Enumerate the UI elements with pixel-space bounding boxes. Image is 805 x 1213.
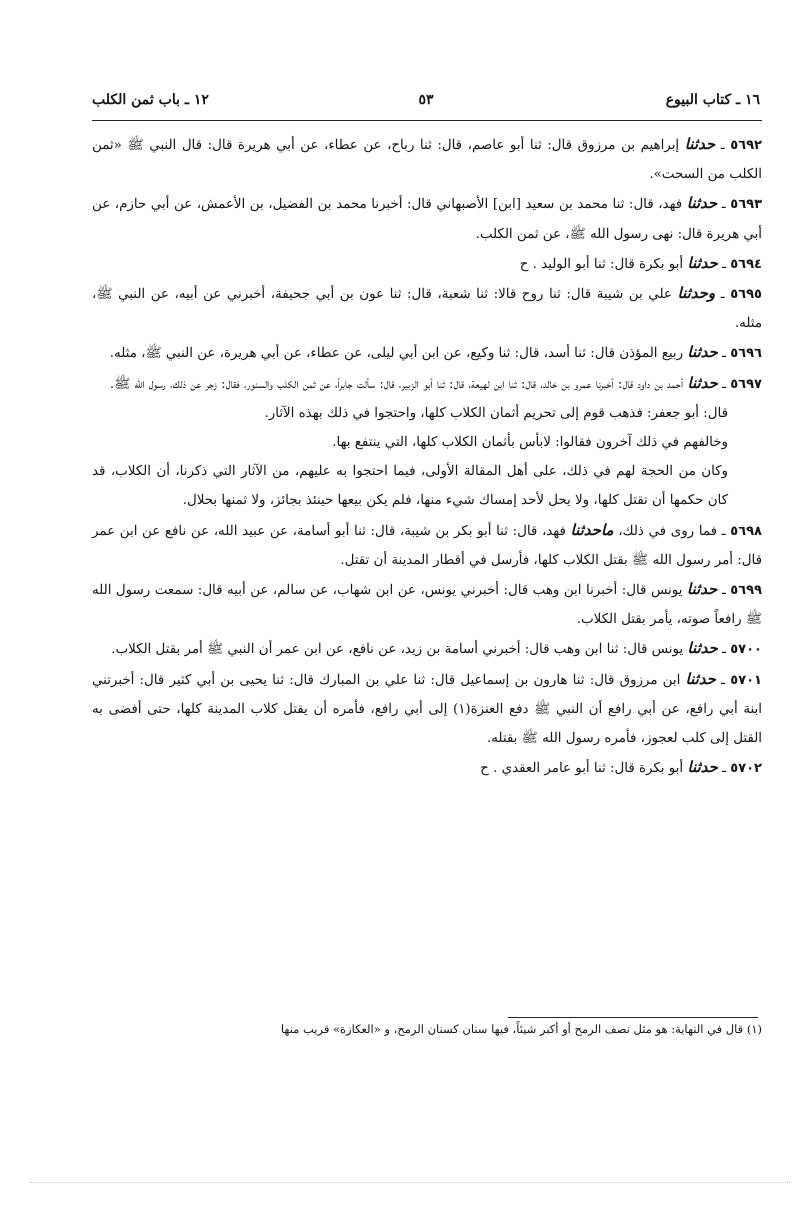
hadith-keyword: حدثنا bbox=[687, 253, 718, 272]
hadith-entry: ٥٦٩٥ ـ وحدثنا علي بن شيبة قال: ثنا روح قالا: ثنا شعبة، قال: ثنا عون بن أبي جحيفة، أخبرني عن أبيه، عن النبي ﷺ، مثله. bbox=[92, 284, 762, 332]
hadith-keyword: حدثنا bbox=[687, 343, 718, 362]
hadith-number: ٥٦٩٩ bbox=[730, 583, 762, 599]
hadith-entry: ٥٦٩٣ ـ حدثنا فهد، قال: ثنا محمد بن سعيد [ابن] الأصبهاني قال: أخبرنا محمد بن الفضيل، بن الأعمش، عن أبي حازم، عن أبي هريرة قال: نهى رسول الله ﷺ، عن ثمن الكلب. bbox=[92, 194, 763, 242]
hadith-keyword: حدثنا bbox=[685, 669, 716, 688]
hadith-keyword: وحدثنا bbox=[677, 284, 716, 303]
hadith-number: ٥٦٩٨ bbox=[730, 523, 762, 539]
hadith-entry: ٥٧٠٠ ـ حدثنا يونس قال: ثنا ابن وهب قال: أخبرني أسامة بن زيد، عن نافع، عن ابن عمر أن النبي ﷺ أمر بقتل الكلاب. bbox=[111, 639, 762, 658]
hadith-entry: ٥٧٠٢ ـ حدثنا أبو بكرة قال: ثنا أبو عامر العقدي . ح bbox=[480, 758, 762, 777]
hadith-text: علي بن شيبة قال: ثنا روح قالا: ثنا شعبة، قال: ثنا عون بن أبي جحيفة، أخبرني عن أبيه، عن النبي ﷺ، مثله. bbox=[92, 287, 762, 332]
discussion-paragraph: وخالفهم في ذلك آخرون فقالوا: لابأس بأثمان الكلاب كلها، التي ينتفع بها. bbox=[332, 435, 728, 451]
hadith-keyword: حدثنا bbox=[687, 639, 718, 658]
hadith-entry: ٥٦٩٤ ـ حدثنا أبو بكرة قال: ثنا أبو الوليد . ح bbox=[519, 253, 762, 272]
hadith-text: يونس قال: ثنا ابن وهب قال: أخبرني أسامة بن زيد، عن نافع، عن ابن عمر أن النبي ﷺ أمر بقتل الكلاب. bbox=[111, 642, 688, 658]
hadith-lead: فما روى في ذلك، bbox=[618, 523, 718, 539]
hadith-text: فهد، قال: ثنا محمد بن سعيد [ابن] الأصبهاني قال: أخبرنا محمد بن الفضيل، بن الأعمش، عن أبي حازم، عن أبي هريرة قال: نهى رسول الله ﷺ، عن ثمن الكلب. bbox=[92, 197, 762, 242]
hadith-entry: ٥٦٩٢ ـ حدثنا إبراهيم بن مرزوق قال: ثنا أبو عاصم، قال: ثنا رباح، عن عطاء، عن أبي هريرة قال: قال النبي ﷺ «ثمن الكلب من السحت». bbox=[92, 135, 762, 183]
hadith-keyword: حدثنا bbox=[687, 373, 718, 392]
hadith-number: ٥٧٠١ bbox=[730, 672, 762, 688]
hadith-number: ٥٦٩٣ bbox=[730, 197, 763, 213]
hadith-number: ٥٧٠٢ bbox=[730, 761, 762, 777]
hadith-text: ربيع المؤذن قال: ثنا أسد، قال: ثنا وكيع، عن ابن أبي ليلى، عن عطاء، عن أبي هريرة، عن النبي ﷺ، مثله. bbox=[109, 346, 688, 362]
hadith-number: ٥٦٩٦ bbox=[730, 346, 762, 362]
hadith-number: ٥٧٠٠ bbox=[730, 642, 762, 658]
hadith-number: ٥٦٩٥ bbox=[730, 287, 762, 303]
discussion-paragraph: وكان من الحجة لهم في ذلك، على أهل المقالة الأولى، فيما احتجوا به عليهم، من الآثار التي ذكرنا، أن الكلاب، قد كان حكمها أن تقتل كلها، ولا يحل لأحد إمساك شيء منها، فلم يكن بيعها حينئذ بجائز، ولا ثمنها بحلال. bbox=[92, 464, 728, 509]
chapter-title: ١٦ ـ كتاب البيوع bbox=[665, 92, 760, 108]
hadith-text: ابن مرزوق قال: ثنا هارون بن إسماعيل قال: ثنا علي بن المبارك قال: ثنا يحيى بن أبي كثير قال: أخبرتني ابنة أبي رافع، عن أبي رافع أن النبي ﷺ دفع العنزة(١) إلى أبي رافع، فأمره أن يقتل كلاب المدينة كلها، حتى أفضى به القتل إلى كلب لعجوز، فأمره رسول الله ﷺ بقتله. bbox=[92, 672, 762, 747]
hadith-entry: ٥٦٩٧ ـ حدثنا أحمد بن داود قال: أخبرنا عمرو بن خالد، قال: ثنا ابن لهيعة، قال: ثنا أبو الزبير، قال: سألت جابراً، عن ثمن الكلب والسنور، فقال: زجر عن ذلك، رسول الله ﷺ. bbox=[109, 373, 762, 392]
hadith-keyword: حدثنا bbox=[687, 758, 718, 777]
hadith-entry: ٥٦٩٦ ـ حدثنا ربيع المؤذن قال: ثنا أسد، قال: ثنا وكيع، عن ابن أبي ليلى، عن عطاء، عن أبي هريرة، عن النبي ﷺ، مثله. bbox=[109, 343, 762, 362]
hadith-keyword: حدثنا bbox=[686, 194, 718, 213]
hadith-keyword: حدثنا bbox=[686, 580, 718, 599]
running-header bbox=[92, 92, 760, 116]
hadith-keyword: حدثنا bbox=[684, 135, 716, 153]
hadith-text: فهد، قال: ثنا أبو بكر بن شيبة، قال: ثنا أبو أسامة، عن عبيد الله، عن نافع عن ابن عمر قال: أمر رسول الله ﷺ بقتل الكلاب كلها، فأرسل في أقطار المدينة أن تقتل. bbox=[92, 523, 762, 568]
hadith-entry: ٥٦٩٩ ـ حدثنا يونس قال: أخبرنا ابن وهب قال: أخبرني يونس، عن ابن شهاب، عن سالم، عن أبيه قال: سمعت رسول الله ﷺ رافعاً صوته، يأمر بقتل الكلاب. bbox=[92, 580, 762, 628]
hadith-number: ٥٦٩٤ bbox=[730, 256, 762, 272]
hadith-text: إبراهيم بن مرزوق قال: ثنا أبو عاصم، قال: ثنا رباح، عن عطاء، عن أبي هريرة قال: قال النبي ﷺ «ثمن الكلب من السحت». bbox=[92, 138, 762, 183]
hadith-entry: ٥٧٠١ ـ حدثنا ابن مرزوق قال: ثنا هارون بن إسماعيل قال: ثنا علي بن المبارك قال: ثنا يحيى بن أبي كثير قال: أخبرتني ابنة أبي رافع، عن أبي رافع أن النبي ﷺ دفع العنزة(١) إلى أبي رافع، فأمره أن يقتل كلاب المدينة كلها، حتى أفضى به القتل إلى كلب لعجوز، فأمره رسول الله ﷺ بقتله. bbox=[92, 669, 762, 747]
hadith-number: ٥٦٩٢ bbox=[730, 138, 762, 153]
page-number: ٥٣ bbox=[418, 92, 434, 108]
footnote-rule bbox=[508, 1017, 758, 1018]
section-title: ١٢ ـ باب ثمن الكلب bbox=[92, 92, 209, 108]
discussion-paragraph: قال: أبو جعفر: فذهب قوم إلى تحريم أثمان الكلاب كلها، واحتجوا في ذلك بهذه الآثار. bbox=[264, 405, 728, 421]
scan-edge-dots bbox=[30, 1182, 790, 1183]
hadith-text: أبو بكرة قال: ثنا أبو الوليد . ح bbox=[519, 256, 688, 272]
hadith-text: أبو بكرة قال: ثنا أبو عامر العقدي . ح bbox=[480, 761, 688, 777]
main-text bbox=[92, 130, 762, 783]
footnote-text: (١) قال في النهاية: هو مثل نصف الرمح أو أكبر شيئاً، فيها سنان كسنان الرمح، و «العكازة» قريب منها bbox=[280, 1022, 762, 1036]
hadith-number: ٥٦٩٧ bbox=[730, 376, 762, 392]
hadith-keyword: ماحدثنا bbox=[570, 520, 614, 539]
hadith-entry: ٥٦٩٨ ـ فما روى في ذلك، ماحدثنا فهد، قال: ثنا أبو بكر بن شيبة، قال: ثنا أبو أسامة، عن عبيد الله، عن نافع عن ابن عمر قال: أمر رسول الله ﷺ بقتل الكلاب كلها، فأرسل في أقطار المدينة أن تقتل. bbox=[92, 520, 762, 568]
header-rule bbox=[92, 120, 762, 121]
hadith-text: يونس قال: أخبرنا ابن وهب قال: أخبرني يونس، عن ابن شهاب، عن سالم، عن أبيه قال: سمعت رسول الله ﷺ رافعاً صوته، يأمر بقتل الكلاب. bbox=[92, 583, 762, 628]
footnote bbox=[96, 1020, 762, 1038]
hadith-text: أحمد بن داود قال: أخبرنا عمرو بن خالد، قال: ثنا ابن لهيعة، قال: ثنا أبو الزبير، قال: سألت جابراً، عن ثمن الكلب والسنور، فقال: زجر عن ذلك، رسول الله ﷺ. bbox=[109, 376, 688, 392]
